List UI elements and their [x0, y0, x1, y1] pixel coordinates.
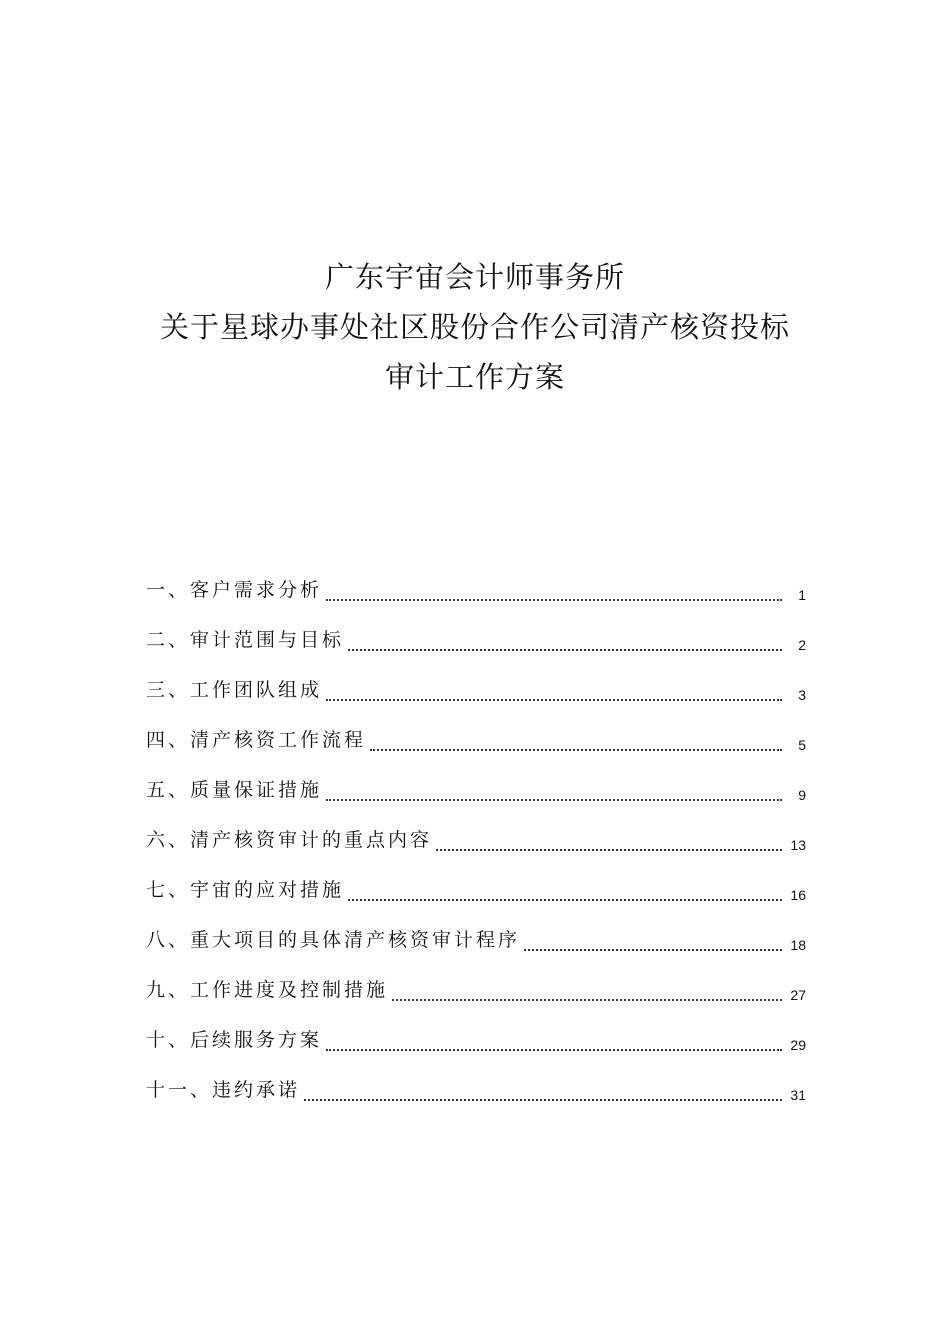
toc-entry-page: 1	[798, 587, 806, 603]
toc-entry[interactable]	[146, 915, 806, 965]
toc-entry-page: 31	[790, 1087, 806, 1103]
toc-entry[interactable]	[146, 565, 806, 615]
toc-dot-leader	[392, 987, 782, 1001]
toc-entry[interactable]	[146, 1065, 806, 1115]
toc-entry-page: 9	[798, 787, 806, 803]
toc-entry-page: 2	[798, 637, 806, 653]
toc-entry-page: 18	[790, 937, 806, 953]
title-line-plan: 审计工作方案	[384, 360, 565, 394]
toc-entry-page: 16	[790, 887, 806, 903]
toc-dot-leader	[524, 937, 782, 951]
toc-dot-leader	[348, 887, 782, 901]
toc-dot-leader	[326, 587, 782, 601]
toc-entry-page: 3	[798, 687, 806, 703]
toc-entry[interactable]	[146, 715, 806, 765]
toc-dot-leader	[348, 637, 782, 651]
title-line-firm: 广东宇宙会计师事务所	[324, 260, 625, 294]
toc-entry[interactable]	[146, 765, 806, 815]
toc-entry[interactable]	[146, 865, 806, 915]
toc-entry-label: 四、清产核资工作流程	[146, 729, 367, 751]
toc-dot-leader	[304, 1087, 782, 1101]
table-of-contents	[146, 565, 806, 1115]
document-title	[0, 252, 950, 402]
toc-entry-page: 13	[790, 837, 806, 853]
toc-entry[interactable]	[146, 965, 806, 1015]
toc-entry-page: 29	[790, 1037, 806, 1053]
toc-entry[interactable]	[146, 665, 806, 715]
toc-entry-label: 八、重大项目的具体清产核资审计程序	[146, 929, 521, 951]
toc-entry-label: 七、宇宙的应对措施	[146, 879, 345, 901]
toc-entry-label: 二、审计范围与目标	[146, 629, 345, 651]
toc-entry-page: 5	[798, 737, 806, 753]
toc-dot-leader	[326, 687, 782, 701]
toc-entry-label: 十、后续服务方案	[146, 1029, 323, 1051]
toc-entry-page: 27	[790, 987, 806, 1003]
title-line-subject: 关于星球办事处社区股份合作公司清产核资投标	[159, 310, 790, 344]
toc-entry-label: 五、质量保证措施	[146, 779, 323, 801]
toc-entry-label: 六、清产核资审计的重点内容	[146, 829, 433, 851]
toc-entry[interactable]	[146, 815, 806, 865]
toc-dot-leader	[326, 787, 782, 801]
toc-entry-label: 九、工作进度及控制措施	[146, 979, 389, 1001]
toc-dot-leader	[326, 1037, 782, 1051]
toc-entry[interactable]	[146, 1015, 806, 1065]
toc-entry-label: 三、工作团队组成	[146, 679, 323, 701]
toc-entry[interactable]	[146, 615, 806, 665]
toc-dot-leader	[370, 737, 782, 751]
toc-entry-label: 一、客户需求分析	[146, 579, 323, 601]
toc-entry-label: 十一、违约承诺	[146, 1079, 301, 1101]
toc-dot-leader	[436, 837, 782, 851]
